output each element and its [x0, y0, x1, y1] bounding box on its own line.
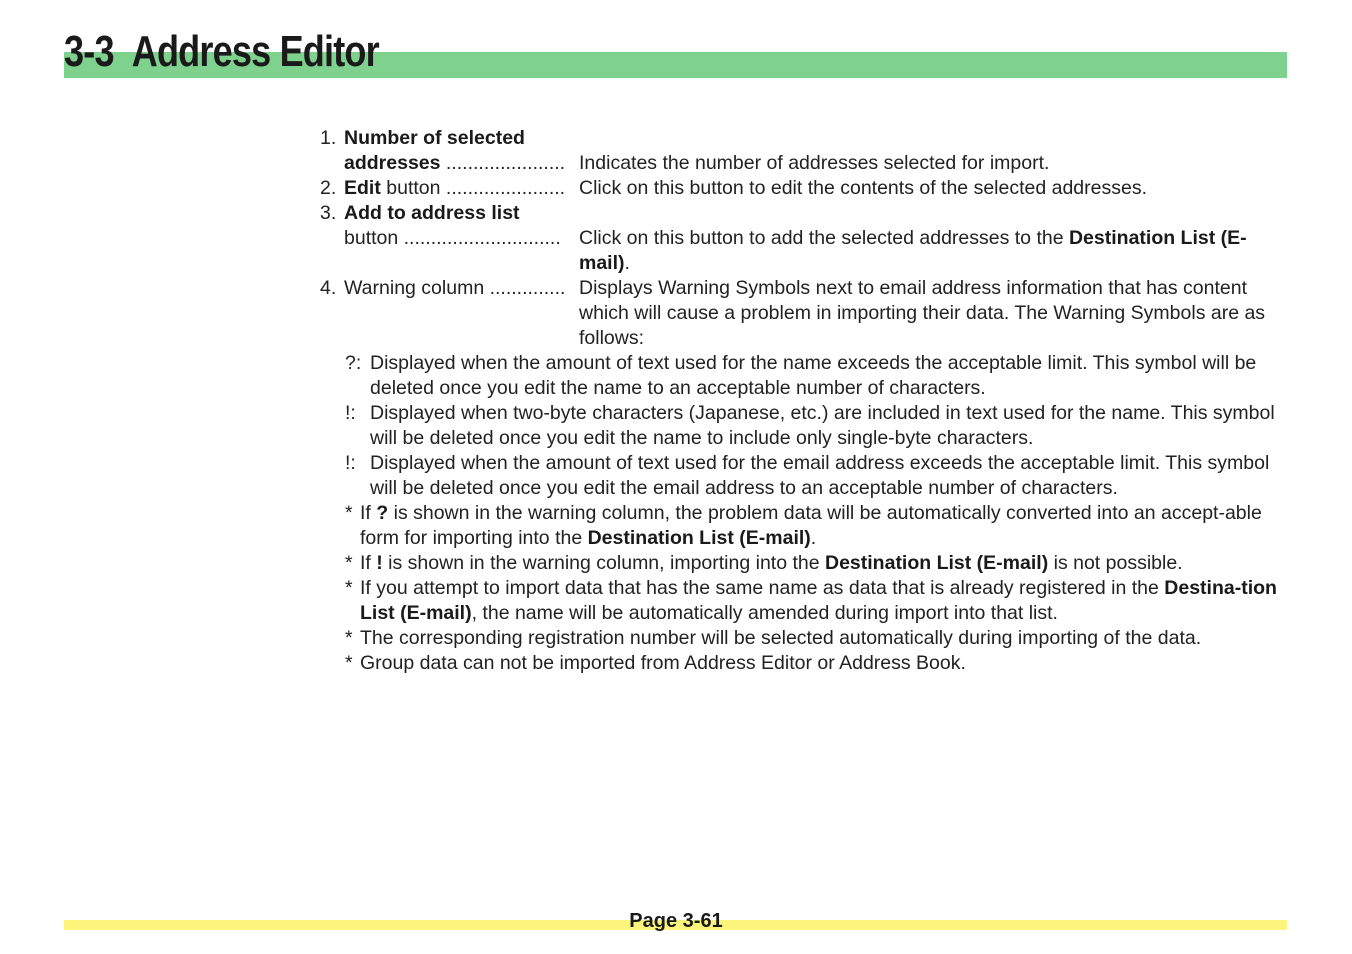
note-text: If ! is shown in the warning column, importing into the Destination List (E-mail) is not possible.	[360, 552, 1183, 574]
section-title: Address Editor	[131, 27, 379, 76]
note-bullet: *	[345, 502, 353, 524]
page-number: Page 3-61	[629, 910, 723, 932]
warning-symbol-text: Displayed when the amount of text used for the email address exceeds the acceptable limit. This symbol will be deleted once you edit the email address to an acceptable number of characters.	[370, 452, 1270, 499]
warning-symbol: ?:	[345, 352, 362, 374]
note-bullet: *	[345, 627, 353, 649]
note-text: If ? is shown in the warning column, the problem data will be automatically converted into an accept-able form for importing into the Destination List (E-mail).	[360, 502, 1262, 549]
note-bullet: *	[345, 577, 353, 599]
note-text: Group data can not be imported from Address Editor or Address Book.	[360, 652, 966, 674]
warning-symbol-text: Displayed when the amount of text used for the name exceeds the acceptable limit. This symbol will be deleted once you edit the name to an acceptable number of characters.	[370, 352, 1257, 399]
note-text: If you attempt to import data that has the same name as data that is already registered in the Destina-tion List (E-mail), the name will be automatically amended during import into that list.	[360, 577, 1277, 624]
item-description: Click on this button to edit the contents of the selected addresses.	[579, 177, 1148, 199]
item-number: 2.	[320, 177, 337, 199]
note-item	[320, 501, 1290, 551]
list-item	[320, 176, 1290, 201]
item-term: Warning column ..............	[344, 277, 566, 299]
note-item	[320, 626, 1290, 651]
list-item	[320, 226, 1290, 276]
section-number: 3-3	[64, 27, 114, 76]
warning-symbol-item	[320, 351, 1290, 401]
leader-dots: ......................	[440, 177, 566, 199]
list-item	[320, 126, 1290, 151]
leader-dots: .............................	[398, 227, 561, 249]
leader-dots: ......................	[440, 152, 566, 174]
item-term: Number of selected	[344, 127, 525, 149]
item-description: Displays Warning Symbols next to email address information that has content which will cause a problem in importing their data. The Warning Symbols are as follows:	[579, 277, 1266, 349]
item-term: addresses ......................	[344, 152, 566, 174]
warning-symbol-item	[320, 451, 1290, 501]
warning-symbol: !:	[345, 452, 356, 474]
note-bullet: *	[345, 652, 353, 674]
warning-symbol-text: Displayed when two-byte characters (Japanese, etc.) are included in text used for the name. This symbol will be deleted once you edit the name to include only single-byte characters.	[370, 402, 1275, 449]
note-item	[320, 576, 1290, 626]
note-text: The corresponding registration number will be selected automatically during importing of the data.	[360, 627, 1202, 649]
note-item	[320, 551, 1290, 576]
item-description: Indicates the number of addresses selected for import.	[579, 152, 1050, 174]
list-item	[320, 201, 1290, 226]
content	[320, 126, 1290, 676]
list-item	[320, 276, 1290, 351]
item-term: button .............................	[344, 227, 561, 249]
item-number: 1.	[320, 127, 337, 149]
item-description: Click on this button to add the selected addresses to the Destination List (E-mail).	[579, 227, 1247, 274]
warning-symbol-item	[320, 401, 1290, 451]
list-item	[320, 151, 1290, 176]
note-bullet: *	[345, 552, 353, 574]
item-number: 3.	[320, 202, 337, 224]
warning-symbol: !:	[345, 402, 356, 424]
item-term: Add to address list	[344, 202, 520, 224]
note-item	[320, 651, 1290, 676]
item-number: 4.	[320, 277, 337, 299]
leader-dots: ..............	[484, 277, 566, 299]
item-term: Edit button ......................	[344, 177, 566, 199]
page-title	[64, 24, 379, 80]
